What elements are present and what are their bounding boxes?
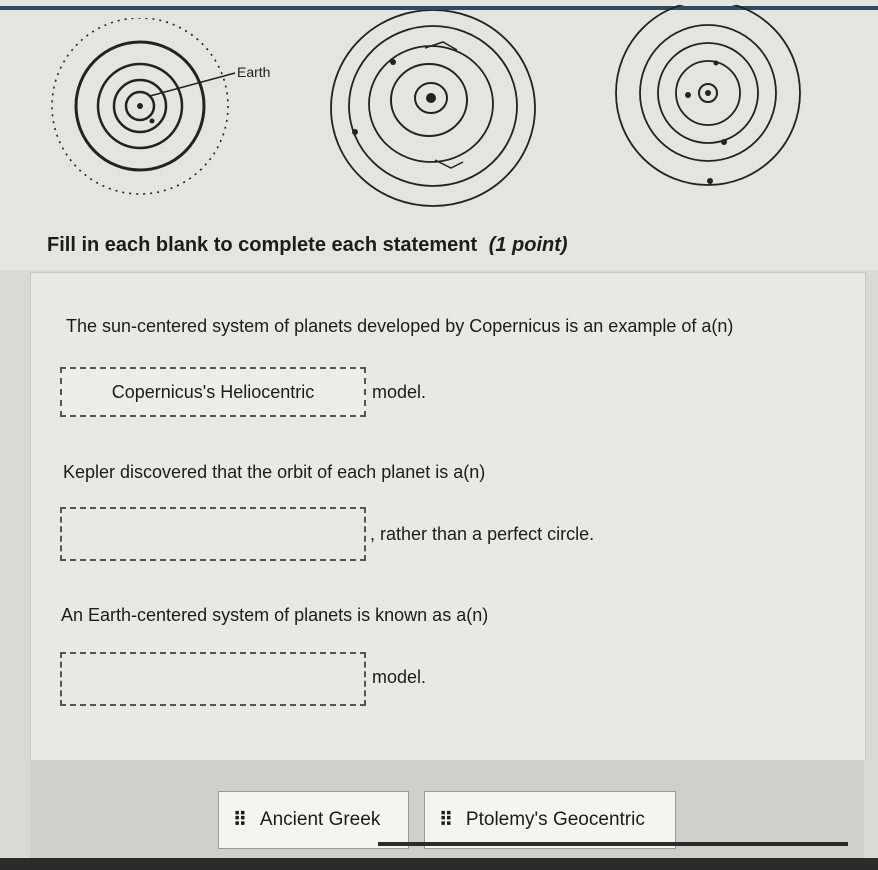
statement-3-suffix: model. (372, 667, 427, 687)
word-tile-label: Ancient Greek (259, 809, 381, 830)
earth-label: Earth (237, 64, 271, 80)
geocentric-diagram (40, 18, 290, 198)
drag-handle-icon[interactable]: ⠿ (233, 809, 246, 831)
blank-2-dropzone[interactable] (60, 507, 366, 561)
statement-3-text: An Earth-centered system of planets is known as a(n) (61, 605, 489, 625)
word-tile-ancient-greek[interactable] (218, 791, 409, 849)
blank-1-value[interactable]: Copernicus's Heliocentric (111, 381, 315, 402)
bottom-edge (0, 858, 878, 870)
statement-2-suffix: , rather than a perfect circle. (370, 524, 595, 544)
blank-3-dropzone[interactable] (60, 652, 366, 706)
points-label: (1 point) (488, 234, 568, 256)
word-tile-label: Ptolemy's Geocentric (465, 809, 645, 830)
drag-handle-icon[interactable]: ⠿ (439, 809, 452, 831)
word-tile-ptolemys-geocentric[interactable] (424, 791, 676, 849)
elliptical-orbit-diagram (325, 10, 565, 230)
statement-1-suffix: model. (372, 382, 427, 402)
statement-1-text: The sun-centered system of planets developed by Copernicus is an example of a(n) (66, 316, 734, 336)
question-prompt (47, 234, 568, 257)
circular-orbit-diagram (610, 5, 810, 190)
statement-2-text: Kepler discovered that the orbit of each planet is a(n) (63, 462, 486, 482)
blank-1-dropzone[interactable] (60, 367, 366, 417)
divider (378, 842, 848, 846)
prompt-text: Fill in each blank to complete each statement (47, 234, 478, 256)
